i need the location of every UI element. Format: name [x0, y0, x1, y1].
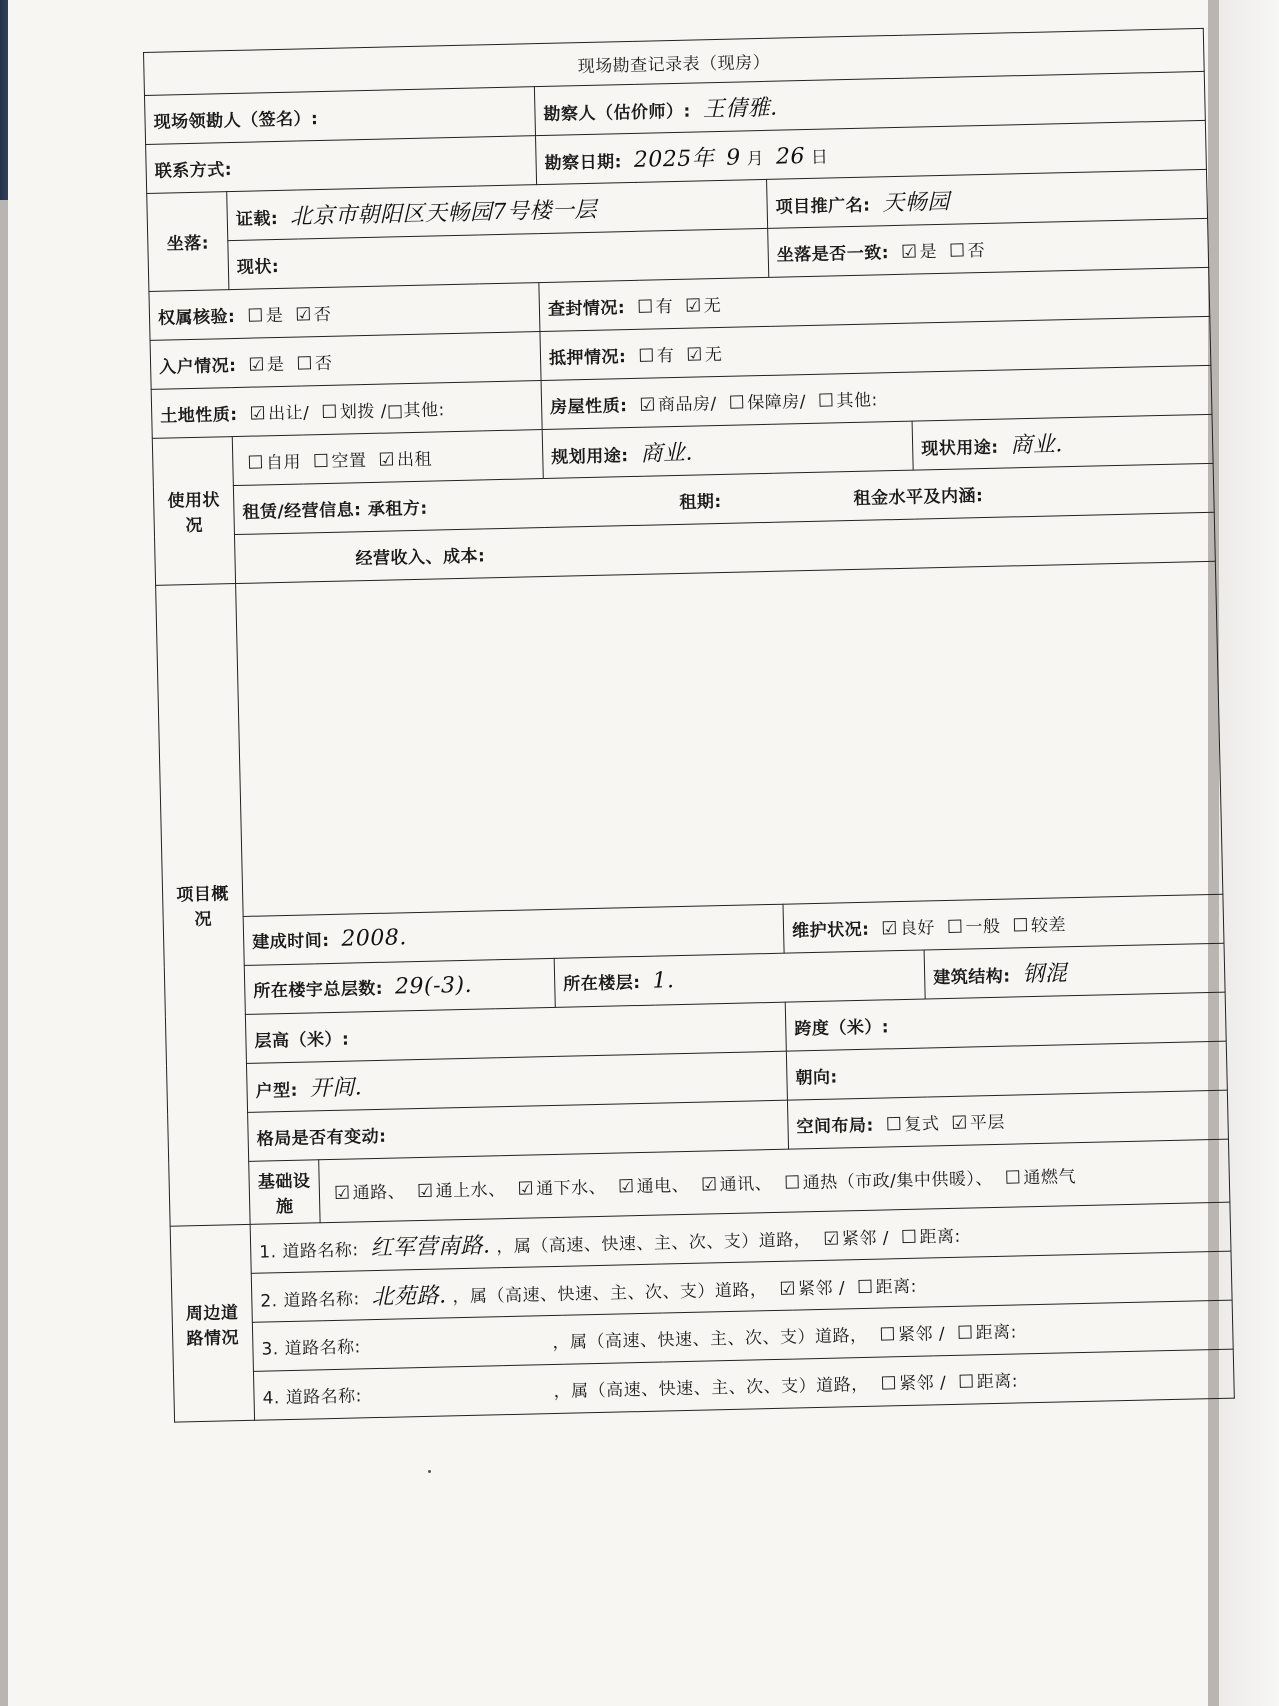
house-affordable: 保障房/ — [747, 391, 807, 413]
overview-label: 项目概况 — [156, 584, 251, 1227]
road-4-adjacent: 紧邻 — [898, 1372, 935, 1394]
checkbox-checked-icon[interactable]: ☑ — [700, 1173, 718, 1196]
road-1-adjacent: 紧邻 — [841, 1228, 878, 1249]
mortgage-has: 有 — [656, 345, 675, 366]
paper-sheet — [8, 0, 1208, 1706]
road-4-distance: 距离: — [976, 1370, 1019, 1392]
survey-form — [143, 28, 1234, 1423]
checkbox-empty-icon[interactable]: ☐ — [817, 389, 835, 412]
road-1-name: 红军营南路. — [370, 1232, 491, 1261]
checkbox-empty-icon[interactable]: ☐ — [956, 1321, 974, 1344]
checkbox-empty-icon[interactable]: ☐ — [783, 1171, 801, 1194]
cert-address: 北京市朝阳区天畅园7号楼一层 — [289, 197, 598, 230]
current-value: 商业. — [1010, 431, 1064, 458]
roads-label: 周边道路情况 — [170, 1224, 254, 1422]
consistent-no: 否 — [967, 240, 986, 261]
land-other: /□其他: — [380, 399, 445, 422]
consistent-label: 坐落是否一致: — [776, 242, 890, 266]
infra-label: 基础设施 — [249, 1160, 320, 1225]
road-2-adjacent: 紧邻 — [797, 1278, 834, 1299]
checkbox-checked-icon[interactable]: ☑ — [900, 240, 918, 263]
land-transfer: 出让/ — [267, 402, 310, 424]
infra-road: 通路、 — [352, 1181, 406, 1204]
checkbox-empty-icon[interactable]: ☐ — [312, 450, 330, 472]
built-value: 2008. — [341, 925, 408, 952]
checkbox-checked-icon[interactable]: ☑ — [416, 1180, 434, 1202]
background-page-right — [1219, 0, 1279, 1706]
usage-self: 自用 — [265, 452, 302, 473]
checkbox-checked-icon[interactable]: ☑ — [822, 1227, 841, 1250]
checkbox-empty-icon[interactable]: ☐ — [638, 344, 656, 367]
date-month: 9 — [725, 144, 741, 171]
maint-normal: 一般 — [965, 916, 1001, 938]
change-label: 格局是否有变动: — [256, 1126, 387, 1150]
road-3-sep: / — [938, 1323, 946, 1344]
house-other: 其他: — [836, 389, 878, 411]
current-use-cell — [912, 414, 1213, 470]
maint-label: 维护状况: — [791, 919, 870, 941]
planned-use-cell — [542, 421, 913, 478]
floors-value: 29(-3). — [394, 972, 473, 1000]
type-label: 户型: — [255, 1080, 299, 1102]
planned-value: 商业. — [640, 440, 694, 467]
seal-none: 无 — [703, 295, 722, 316]
checkbox-empty-icon[interactable]: ☐ — [296, 352, 314, 375]
checkbox-checked-icon[interactable]: ☑ — [295, 303, 313, 326]
checkbox-empty-icon[interactable]: ☐ — [728, 391, 746, 414]
checkbox-empty-icon[interactable]: ☐ — [1004, 1166, 1022, 1189]
layout-label: 空间布局: — [796, 1115, 875, 1137]
road-4-sep: / — [939, 1372, 947, 1393]
consistent-yes: 是 — [919, 241, 938, 262]
cert-label: 证载: — [235, 208, 279, 230]
status-label: 现状: — [236, 256, 280, 278]
infra-heating: 通热（市政/集中供暖）、 — [802, 1168, 994, 1193]
rent-level-label: 租金水平及内涵: — [853, 485, 984, 509]
contact-cell — [146, 136, 537, 194]
road-3-type: ，属（高速、快速、主、次、支）道路， — [552, 1325, 868, 1353]
infra-water-supply: 通上水、 — [435, 1179, 506, 1202]
lead-surveyor-cell — [144, 87, 535, 145]
land-label: 土地性质: — [160, 404, 238, 427]
date-label: 勘察日期: — [544, 151, 623, 174]
span-label: 跨度（米）: — [794, 1016, 890, 1039]
checkbox-empty-icon[interactable]: ☐ — [856, 1276, 874, 1298]
house-label: 房屋性质: — [549, 395, 628, 418]
type-value: 开间. — [309, 1074, 363, 1101]
checkbox-checked-icon[interactable]: ☑ — [378, 448, 396, 471]
checkbox-empty-icon[interactable]: ☐ — [946, 916, 964, 938]
road-3-adjacent: 紧邻 — [897, 1323, 934, 1345]
house-commercial: 商品房/ — [657, 393, 717, 415]
seal-has: 有 — [655, 296, 674, 317]
date-month-unit: 月 — [746, 148, 765, 169]
checkbox-empty-icon[interactable]: ☐ — [900, 1226, 918, 1248]
ink-speck — [428, 1470, 431, 1473]
checkbox-empty-icon[interactable]: ☐ — [320, 401, 339, 423]
ownership-no: 否 — [313, 304, 332, 325]
road-2-sep: / — [838, 1277, 846, 1299]
income-label: 经营收入、成本: — [355, 545, 486, 569]
checkbox-empty-icon[interactable]: ☐ — [247, 451, 265, 474]
usage-rent: 出租 — [396, 449, 433, 470]
road-2-prefix: 2. 道路名称: — [260, 1288, 360, 1312]
project-name: 天畅园 — [882, 189, 951, 216]
planned-label: 规划用途: — [551, 445, 629, 468]
road-1-prefix: 1. 道路名称: — [259, 1239, 359, 1263]
infra-power: 通电、 — [636, 1175, 690, 1197]
entry-label: 入户情况: — [158, 355, 237, 378]
height-label: 层高（米）: — [254, 1029, 350, 1052]
total-floors-cell — [244, 958, 555, 1014]
road-3-prefix: 3. 道路名称: — [261, 1336, 362, 1360]
usage-label: 使用状况 — [152, 437, 235, 586]
struct-label: 建筑结构: — [932, 966, 1011, 988]
land-allocate: 划拨 — [339, 401, 376, 423]
usage-vacant: 空置 — [331, 450, 367, 472]
ownership-label: 权属核验: — [157, 306, 236, 329]
infra-telecom: 通讯、 — [719, 1173, 773, 1195]
checkbox-empty-icon[interactable]: ☐ — [948, 239, 966, 262]
floor-label: 所在楼层: — [563, 972, 641, 995]
checkbox-empty-icon[interactable]: ☐ — [885, 1113, 903, 1135]
floor-value: 1. — [652, 968, 675, 994]
checkbox-checked-icon[interactable]: ☑ — [248, 353, 266, 376]
checkbox-empty-icon[interactable]: ☐ — [957, 1370, 976, 1393]
checkbox-empty-icon[interactable]: ☐ — [636, 295, 655, 318]
checkbox-checked-icon[interactable]: ☑ — [333, 1182, 351, 1204]
checkbox-empty-icon[interactable]: ☐ — [1012, 914, 1030, 936]
road-4-type: ，属（高速、快速、主、次、支）道路， — [553, 1374, 869, 1402]
checkbox-checked-icon[interactable]: ☑ — [684, 294, 703, 317]
road-1-type: ，属（高速、快速、主、次、支）道路， — [496, 1229, 812, 1257]
road-3-distance: 距离: — [975, 1322, 1018, 1343]
road-4-prefix: 4. 道路名称: — [262, 1385, 363, 1409]
date-year: 2025年 — [633, 145, 715, 173]
layout-duplex: 复式 — [904, 1113, 940, 1135]
date-day: 26 — [775, 143, 806, 170]
surveyor-label: 勘察人（估价师）: — [543, 101, 692, 125]
checkbox-empty-icon[interactable]: ☐ — [246, 304, 265, 327]
struct-value: 钢混 — [1022, 960, 1068, 987]
checkbox-empty-icon[interactable]: ☐ — [880, 1372, 898, 1395]
built-label: 建成时间: — [252, 930, 330, 953]
ownership-cell — [149, 283, 540, 341]
surveyor-signature: 王倩雅. — [702, 95, 778, 122]
checkbox-checked-icon[interactable]: ☑ — [639, 393, 657, 416]
mortgage-none: 无 — [704, 344, 723, 365]
checkbox-checked-icon[interactable]: ☑ — [617, 1175, 635, 1198]
floors-label: 所在楼宇总层数: — [253, 978, 384, 1002]
layout-flat: 平层 — [969, 1112, 1006, 1134]
term-label: 租期: — [679, 491, 722, 513]
checkbox-empty-icon[interactable]: ☐ — [879, 1323, 897, 1346]
floor-cell — [554, 950, 925, 1007]
structure-cell — [924, 943, 1225, 999]
checkbox-checked-icon[interactable]: ☑ — [686, 343, 704, 366]
road-2-type: ，属（高速、快速、主、次、支）道路， — [452, 1279, 768, 1307]
ownership-yes: 是 — [265, 305, 284, 326]
entry-cell — [150, 332, 541, 390]
checkbox-checked-icon[interactable]: ☑ — [951, 1112, 969, 1134]
lease-label: 租赁/经营信息: 承租方: — [242, 498, 428, 523]
seal-label: 查封情况: — [547, 297, 626, 320]
maint-good: 良好 — [899, 917, 936, 939]
road-2-name: 北苑路. — [371, 1282, 447, 1310]
road-1-distance: 距离: — [919, 1226, 961, 1248]
road-1-sep: / — [882, 1227, 890, 1249]
location-label: 坐落: — [147, 192, 229, 292]
infra-gas: 通燃气 — [1023, 1166, 1077, 1188]
current-label: 现状用途: — [920, 437, 999, 459]
date-day-unit: 日 — [810, 146, 829, 168]
lead-label: 现场领勘人（签名）: — [153, 108, 319, 133]
checkbox-checked-icon[interactable]: ☑ — [249, 402, 267, 425]
infra-drainage: 通下水、 — [535, 1177, 607, 1199]
checkbox-checked-icon[interactable]: ☑ — [779, 1278, 797, 1300]
overview-blank-area — [236, 561, 1223, 916]
checkbox-checked-icon[interactable]: ☑ — [881, 917, 899, 939]
survey-table — [143, 28, 1235, 1423]
entry-no: 否 — [314, 353, 333, 374]
maint-poor: 较差 — [1030, 914, 1067, 936]
land-cell — [151, 381, 542, 439]
contact-label: 联系方式: — [154, 159, 233, 182]
form-title: 现场勘查记录表（现房） — [144, 28, 1205, 95]
usage-options-cell — [232, 430, 543, 486]
project-label: 项目推广名: — [775, 195, 871, 218]
mortgage-label: 抵押情况: — [548, 346, 627, 369]
road-2-distance: 距离: — [875, 1276, 918, 1298]
checkbox-checked-icon[interactable]: ☑ — [517, 1177, 535, 1200]
orient-label: 朝向: — [795, 1067, 838, 1088]
entry-yes: 是 — [266, 354, 285, 375]
